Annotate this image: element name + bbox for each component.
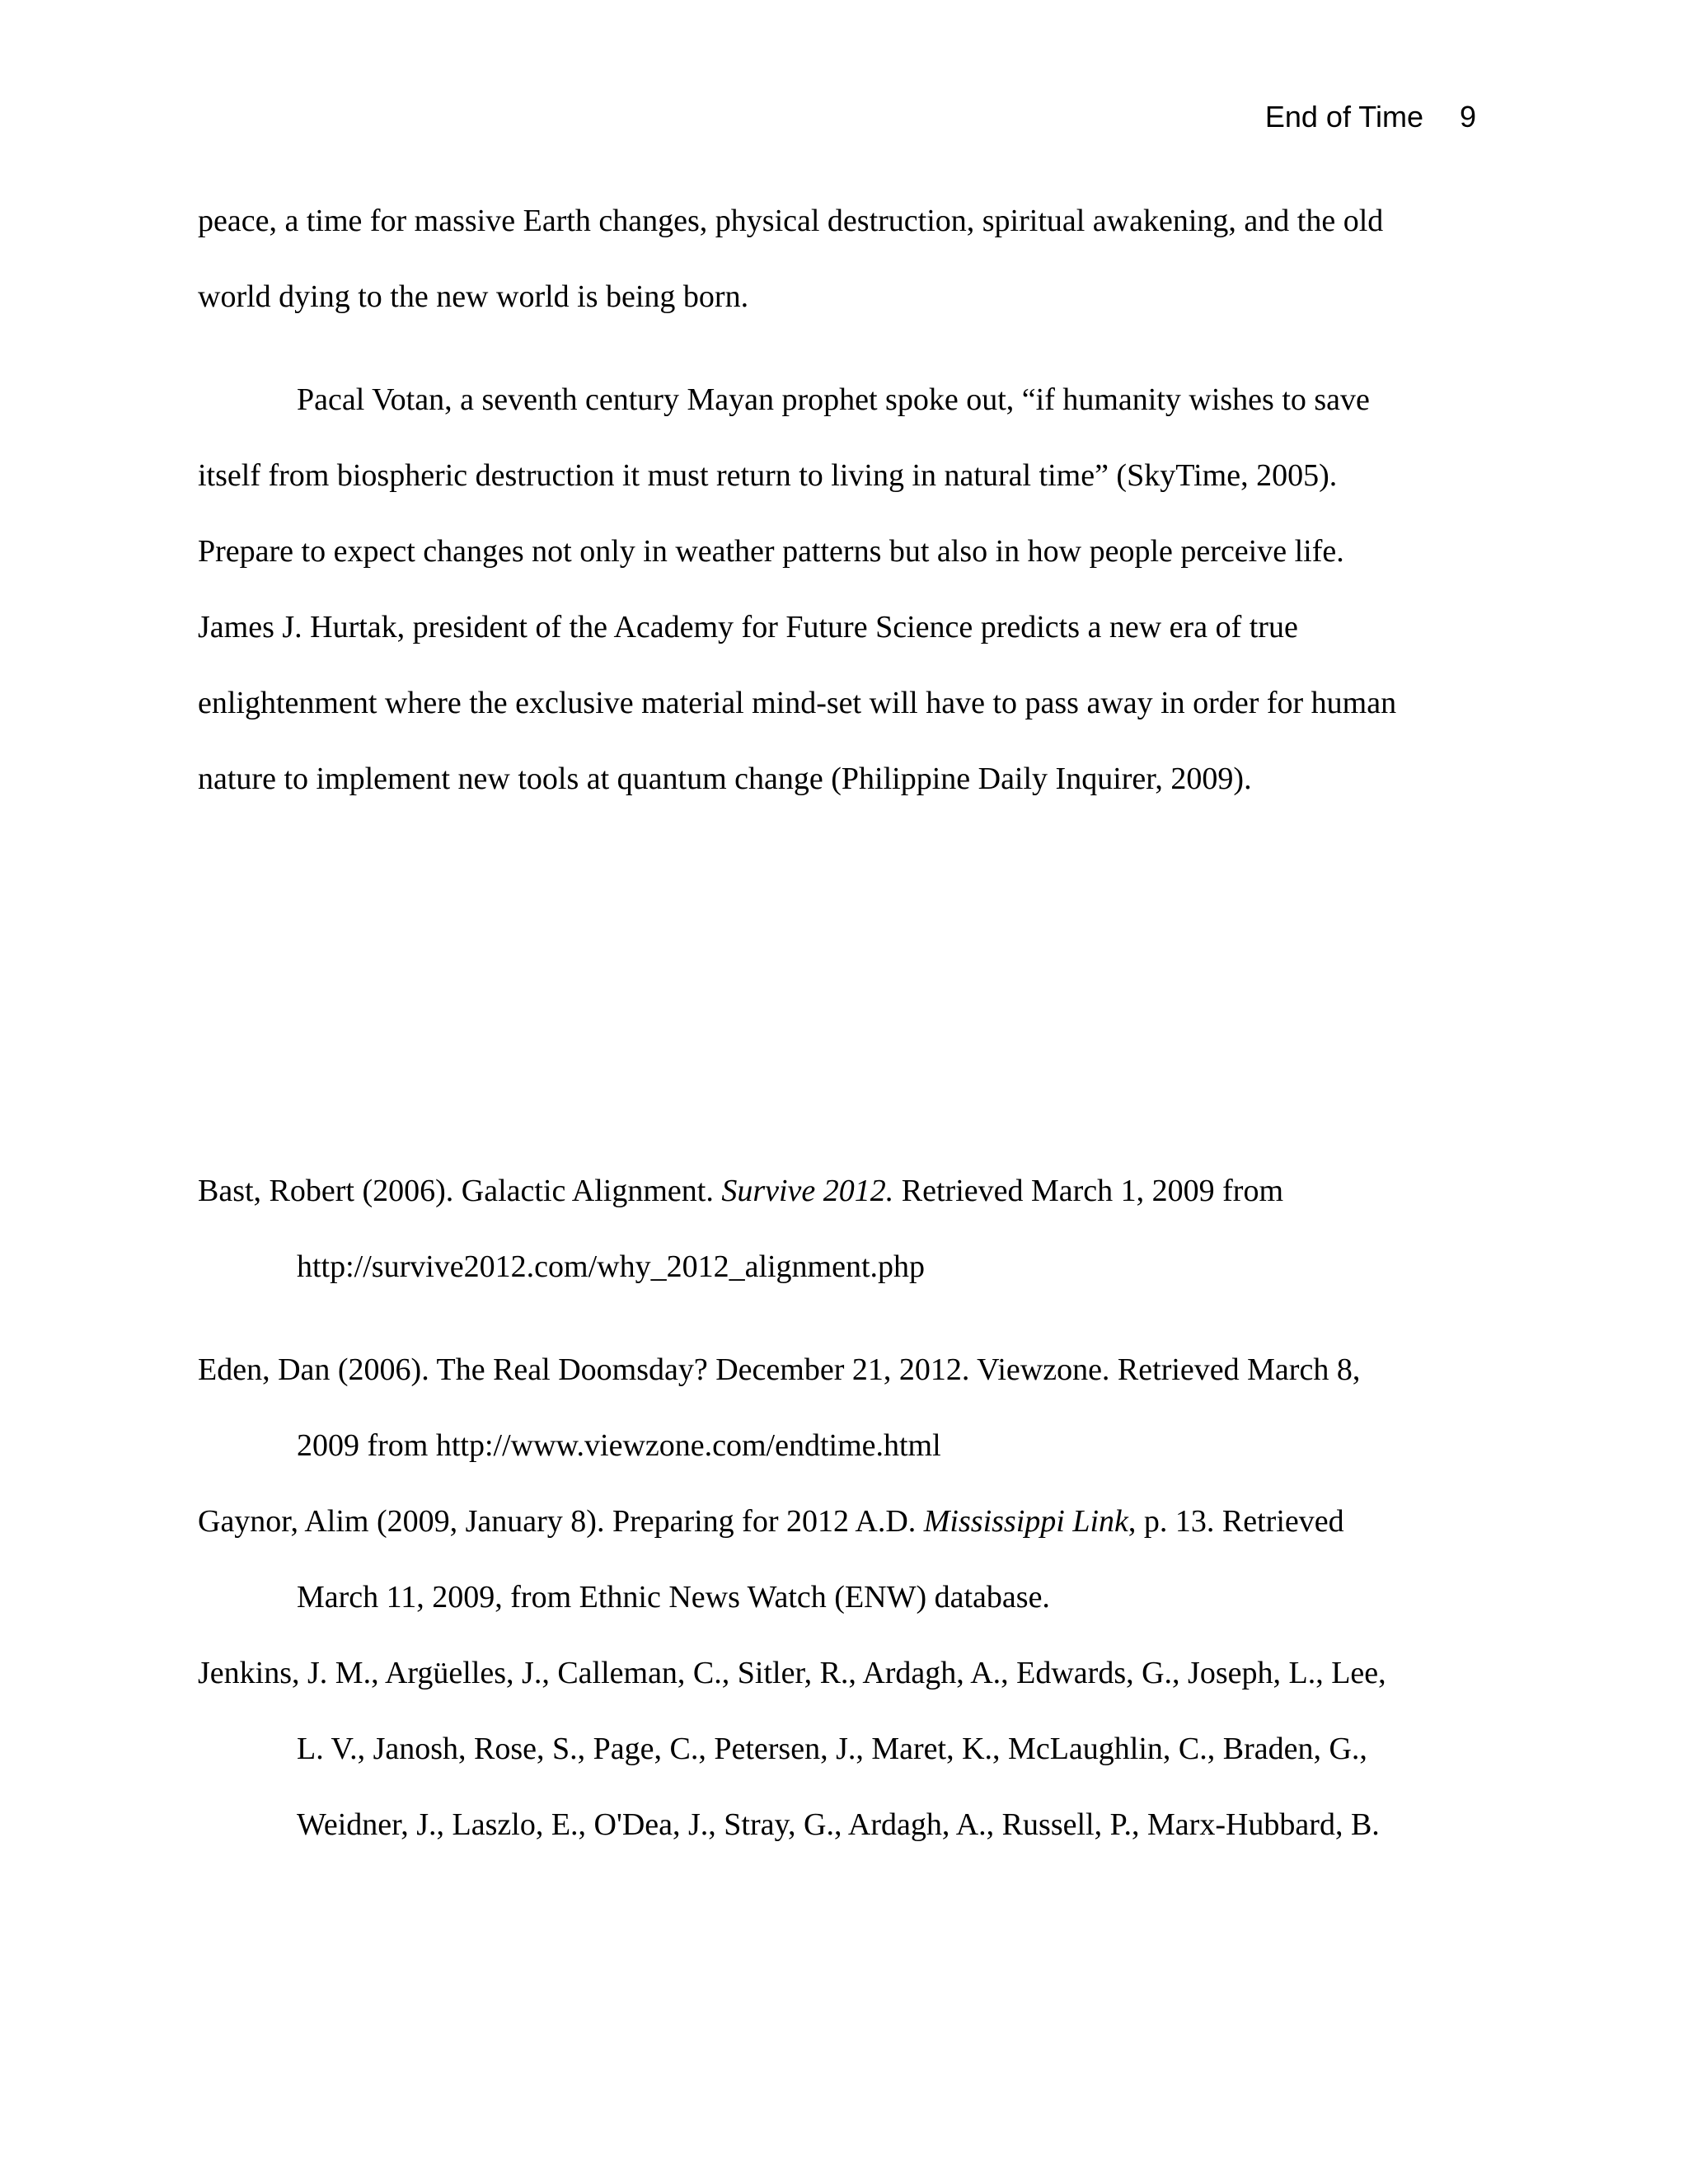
reference-line: L. V., Janosh, Rose, S., Page, C., Petersen, J., Maret, K., McLaughlin, C., Braden, G., — [297, 1732, 1367, 1766]
text-line: world dying to the new world is being born. — [198, 279, 749, 314]
reference-text: , p. 13. Retrieved — [1128, 1504, 1344, 1539]
reference-line: 2009 from http://www.viewzone.com/endtime.html — [297, 1428, 941, 1463]
reference-source-title: Survive 2012. — [721, 1174, 894, 1208]
text-line: James J. Hurtak, president of the Academy for Future Science predicts a new era of true — [198, 610, 1298, 644]
text-line: enlightenment where the exclusive material mind-set will have to pass away in order for human — [198, 686, 1397, 720]
reference-eden — [198, 1332, 1500, 1483]
reference-line: Jenkins, J. M., Argüelles, J., Calleman, C., Sitler, R., Ardagh, A., Edwards, G., Joseph, L., Lee, — [198, 1656, 1386, 1690]
text-line: Pacal Votan, a seventh century Mayan prophet spoke out, “if humanity wishes to save — [297, 382, 1370, 417]
running-header — [1265, 97, 1476, 137]
reference-source-title: Mississippi Link — [923, 1504, 1128, 1539]
reference-text: Retrieved March 1, 2009 from — [893, 1174, 1284, 1208]
reference-line: Weidner, J., Laszlo, E., O'Dea, J., Stray, G., Ardagh, A., Russell, P., Marx-Hubbard, B. — [297, 1807, 1380, 1842]
text-line: itself from biospheric destruction it must return to living in natural time” (SkyTime, 2005). — [198, 458, 1338, 493]
text-line: peace, a time for massive Earth changes, physical destruction, spiritual awakening, and the old — [198, 204, 1384, 238]
reference-url: http://survive2012.com/why_2012_alignment.php — [297, 1249, 926, 1284]
text-line: nature to implement new tools at quantum change (Philippine Daily Inquirer, 2009). — [198, 762, 1252, 796]
reference-text: Bast, Robert (2006). Galactic Alignment. — [198, 1174, 722, 1208]
reference-line — [198, 1483, 1500, 1559]
reference-line — [198, 1153, 1500, 1229]
reference-text: Gaynor, Alim (2009, January 8). Preparing for 2012 A.D. — [198, 1504, 924, 1539]
paragraph-pacal-votan — [198, 362, 1500, 817]
reference-jenkins — [198, 1635, 1500, 1863]
page-number: 9 — [1459, 100, 1476, 134]
reference-bast — [198, 1153, 1500, 1305]
text-line: Prepare to expect changes not only in weather patterns but also in how people perceive life. — [198, 534, 1344, 569]
reference-line: Eden, Dan (2006). The Real Doomsday? December 21, 2012. Viewzone. Retrieved March 8, — [198, 1352, 1361, 1387]
running-head-title: End of Time — [1264, 100, 1423, 134]
reference-gaynor — [198, 1483, 1500, 1635]
paragraph-continuation — [198, 183, 1500, 335]
reference-line: March 11, 2009, from Ethnic News Watch (ENW) database. — [297, 1580, 1050, 1615]
